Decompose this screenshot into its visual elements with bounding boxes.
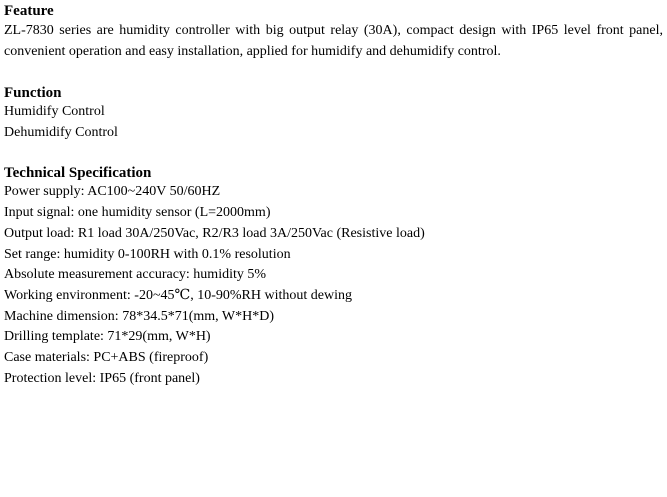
- spec-machine-dimension: Machine dimension: 78*34.5*71(mm, W*H*D): [4, 308, 274, 324]
- specification-heading: Technical Specification: [4, 165, 152, 182]
- spec-output-load: Output load: R1 load 30A/250Vac, R2/R3 load 3A/250Vac (Resistive load): [4, 225, 425, 241]
- spacer: [4, 143, 663, 164]
- function-item-humidify: Humidify Control: [4, 104, 105, 119]
- spec-set-range: Set range: humidity 0-100RH with 0.1% resolution: [4, 246, 291, 262]
- spec-power-supply: Power supply: AC100~240V 50/60HZ: [4, 184, 221, 200]
- function-section: [4, 84, 663, 143]
- spec-accuracy: Absolute measurement accuracy: humidity 5%: [4, 267, 267, 283]
- spec-case-materials: Case materials: PC+ABS (fireproof): [4, 350, 209, 366]
- feature-description: ZL-7830 series are humidity controller with big output relay (30A), compact design with IP65 level front panel, convenient operation and easy installation, applied for humidify and dehumidify control.: [4, 23, 663, 59]
- spec-working-environment: Working environment: -20~45℃, 10-90%RH without dewing: [4, 287, 352, 303]
- function-heading: Function: [4, 85, 62, 101]
- feature-heading: Feature: [4, 3, 54, 19]
- spec-protection-level: Protection level: IP65 (front panel): [4, 370, 200, 386]
- function-item-dehumidify: Dehumidify Control: [4, 124, 118, 140]
- specification-section: [4, 164, 663, 389]
- spec-drilling-template: Drilling template: 71*29(mm, W*H): [4, 329, 211, 345]
- spacer: [4, 62, 663, 84]
- spec-input-signal: Input signal: one humidity sensor (L=2000mm): [4, 205, 271, 221]
- feature-section: [4, 2, 663, 62]
